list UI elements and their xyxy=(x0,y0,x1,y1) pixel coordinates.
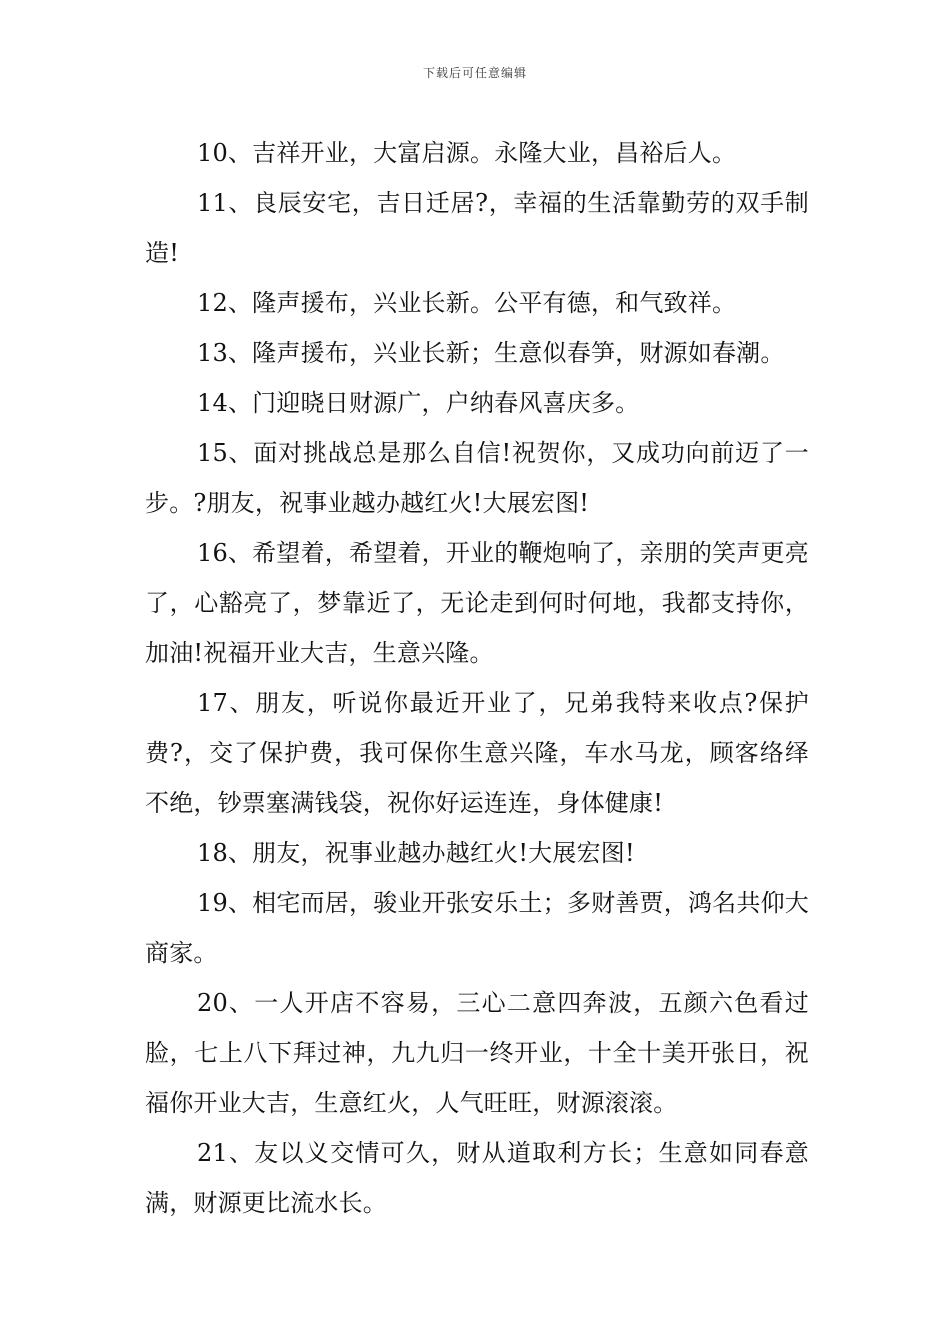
page-header: 下载后可任意编辑 xyxy=(422,66,527,80)
paragraph-15: 15、面对挑战总是那么自信!祝贺你，又成功向前迈了一步。?朋友，祝事业越办越红火!大展宏图! xyxy=(145,439,809,517)
paragraph-21: 21、友以义交情可久，财从道取利方长；生意如同春意满，财源更比流水长。 xyxy=(145,1139,809,1217)
paragraph-13: 13、隆声援布，兴业长新；生意似春笋，财源如春潮。 xyxy=(197,339,785,367)
paragraph-19: 19、相宅而居，骏业开张安乐土；多财善贾，鸿名共仰大商家。 xyxy=(145,889,809,967)
document-body xyxy=(145,128,809,1228)
paragraph-18: 18、朋友，祝事业越办越红火!大展宏图! xyxy=(197,839,635,867)
paragraph-16: 16、希望着，希望着，开业的鞭炮响了，亲朋的笑声更亮了，心豁亮了，梦靠近了，无论走到何时何地，我都支持你，加油!祝福开业大吉，生意兴隆。 xyxy=(145,539,809,667)
paragraph-12: 12、隆声援布，兴业长新。公平有德，和气致祥。 xyxy=(197,289,737,317)
paragraph-20: 20、一人开店不容易，三心二意四奔波，五颜六色看过脸，七上八下拜过神，九九归一终开业，十全十美开张日，祝福你开业大吉，生意红火，人气旺旺，财源滚滚。 xyxy=(145,989,809,1117)
paragraph-10: 10、吉祥开业，大富启源。永隆大业，昌裕后人。 xyxy=(197,139,737,167)
paragraph-17: 17、朋友，听说你最近开业了，兄弟我特来收点?保护费?，交了保护费，我可保你生意兴隆，车水马龙，顾客络绎不绝，钞票塞满钱袋，祝你好运连连，身体健康! xyxy=(145,689,809,817)
paragraph-14: 14、门迎晓日财源广，户纳春风喜庆多。 xyxy=(197,389,640,417)
paragraph-11: 11、良辰安宅，吉日迁居?，幸福的生活靠勤劳的双手制造! xyxy=(145,189,809,267)
